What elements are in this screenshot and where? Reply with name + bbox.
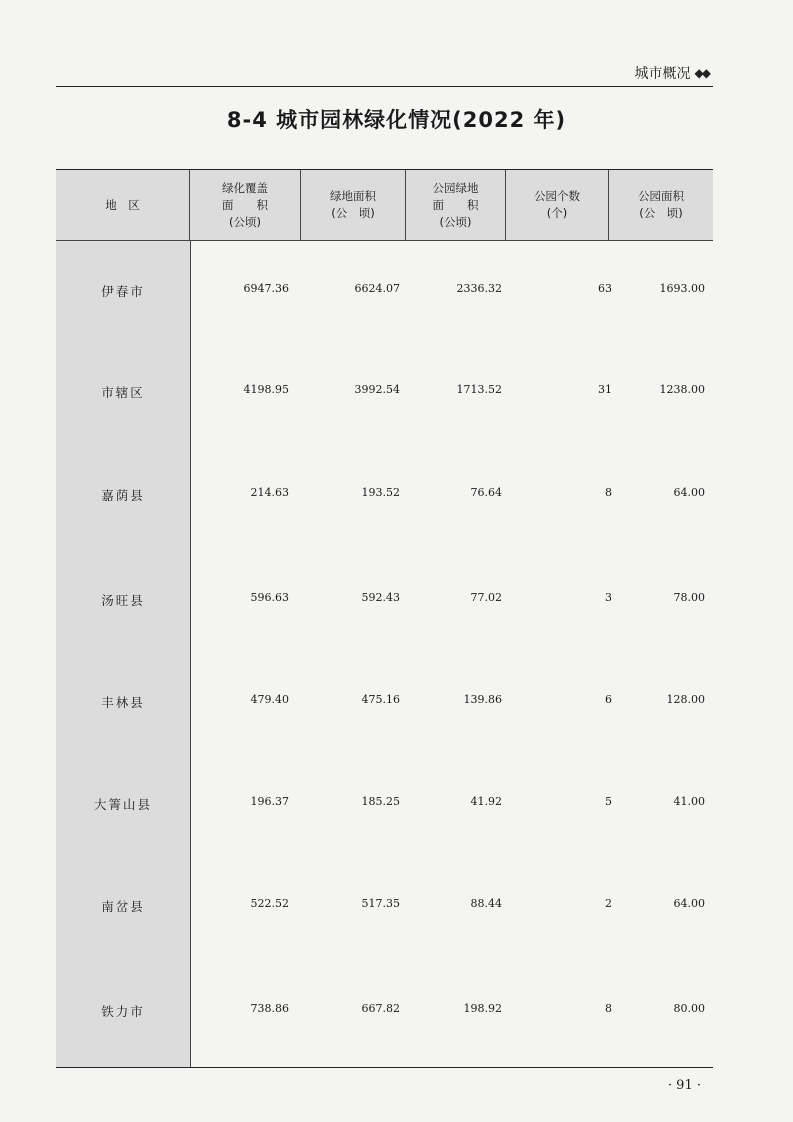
region-name: 铁力市 [101, 1004, 145, 1019]
header-green-cover [190, 170, 301, 240]
header-line: 公园绿地 [432, 180, 479, 195]
table-row [56, 383, 713, 403]
cell-green-area: 6624.07 [354, 282, 400, 295]
cell-green-area: 517.35 [361, 897, 400, 910]
cell-park-area: 41.00 [673, 795, 705, 808]
header-line: 面 积 [432, 197, 479, 212]
header-line: 地 区 [105, 197, 140, 212]
cell-green-cover: 738.86 [250, 1002, 289, 1015]
cell-park-green: 41.92 [470, 795, 502, 808]
cell-park-green: 88.44 [470, 897, 502, 910]
header-park-area [609, 170, 713, 240]
cell-green-area: 475.16 [361, 693, 400, 706]
header-line: 绿地面积 [330, 189, 376, 203]
table-row [56, 486, 713, 506]
region-name: 汤旺县 [101, 593, 145, 608]
header-line: (公顷) [439, 214, 472, 229]
cell-park-green: 77.02 [470, 591, 502, 604]
cell-green-area: 185.25 [361, 795, 400, 808]
cell-park-green: 1713.52 [456, 383, 502, 396]
cell-park-area: 1693.00 [659, 282, 705, 295]
cell-green-cover: 214.63 [250, 486, 289, 499]
cell-park-count: 8 [605, 486, 612, 499]
region-name: 市辖区 [101, 385, 145, 400]
cell-green-area: 3992.54 [354, 383, 400, 396]
header-line: 面 积 [222, 197, 268, 212]
table-row [56, 795, 713, 815]
header-line: (公顷) [229, 214, 261, 229]
cell-green-cover: 522.52 [250, 897, 289, 910]
header-park-count [506, 170, 609, 240]
cell-park-green: 139.86 [463, 693, 502, 706]
region-name: 丰林县 [101, 695, 145, 710]
region-name: 嘉荫县 [101, 488, 145, 503]
cell-park-count: 8 [605, 1002, 612, 1015]
cell-park-count: 3 [605, 591, 612, 604]
table-row [56, 591, 713, 611]
header-line: 绿化覆盖 [222, 180, 268, 195]
header-green-area [301, 170, 406, 240]
table-row [56, 693, 713, 713]
cell-green-cover: 6947.36 [243, 282, 289, 295]
header-park-green [406, 170, 506, 240]
header-line: 公园面积 [638, 189, 684, 203]
page-number: · 91 · [667, 1078, 701, 1093]
table-row [56, 1002, 713, 1022]
table-row [56, 897, 713, 917]
running-header [635, 63, 709, 83]
cell-green-cover: 596.63 [250, 591, 289, 604]
cell-park-area: 128.00 [666, 693, 705, 706]
cell-green-cover: 196.37 [250, 795, 289, 808]
header-line: (公 顷) [639, 206, 683, 220]
page-title: 8-4 城市园林绿化情况(2022 年) [226, 108, 567, 132]
header-region [56, 170, 190, 240]
cell-green-area: 667.82 [361, 1002, 400, 1015]
cell-park-count: 2 [605, 897, 612, 910]
diamond-icon: ◆◆ [694, 66, 709, 80]
region-name: 南岔县 [101, 899, 145, 914]
region-name: 伊春市 [101, 284, 145, 299]
cell-park-area: 64.00 [673, 897, 705, 910]
cell-park-area: 64.00 [673, 486, 705, 499]
green-table [56, 169, 713, 1068]
cell-park-area: 80.00 [673, 1002, 705, 1015]
cell-park-count: 6 [605, 693, 612, 706]
cell-park-area: 78.00 [673, 591, 705, 604]
header-line: (个) [546, 206, 568, 220]
cell-park-count: 63 [598, 282, 612, 295]
table-header [56, 170, 713, 241]
cell-park-area: 1238.00 [659, 383, 705, 396]
region-name: 大箐山县 [93, 797, 152, 812]
header-line: (公 顷) [331, 206, 375, 220]
cell-park-green: 198.92 [463, 1002, 502, 1015]
cell-green-cover: 4198.95 [243, 383, 289, 396]
table-row [56, 282, 713, 302]
cell-park-count: 5 [605, 795, 612, 808]
cell-green-area: 592.43 [361, 591, 400, 604]
header-rule [56, 86, 713, 87]
cell-green-cover: 479.40 [250, 693, 289, 706]
cell-park-green: 76.64 [470, 486, 502, 499]
cell-park-count: 31 [598, 383, 612, 396]
cell-green-area: 193.52 [361, 486, 400, 499]
cell-park-green: 2336.32 [456, 282, 502, 295]
region-column-bg [56, 170, 191, 1067]
section-name: 城市概况 [634, 66, 691, 82]
header-line: 公园个数 [534, 189, 580, 203]
